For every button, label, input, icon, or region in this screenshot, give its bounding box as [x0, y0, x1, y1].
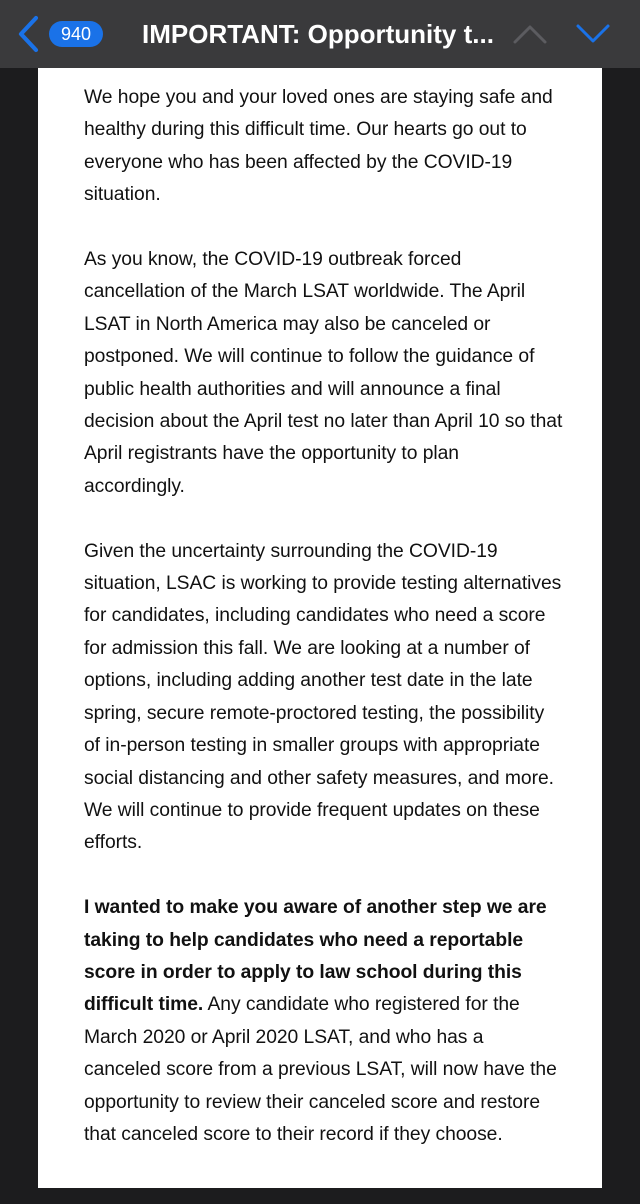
chevron-down-icon [575, 35, 611, 52]
chevron-left-icon [14, 15, 44, 53]
next-message-button[interactable] [575, 20, 611, 48]
previous-message-button [512, 20, 548, 48]
email-paragraph-text: Any candidate who registered for the March 2020 or April 2020 LSAT, and who has a canceled score from a previous LSAT, will now have the opportunity to review their canceled score and restore that canceled score to their record if they choose. [84, 994, 557, 1145]
email-paragraph: As you know, the COVID-19 outbreak forced cancellation of the March LSAT worldwide. The April LSAT in North America may also be canceled or postponed. We will continue to follow the guidance of public health authorities and will announce a final decision about the April test no later than April 10 so that April registrants have the opportunity to plan accordingly. [84, 249, 563, 497]
email-body [84, 82, 564, 1184]
chevron-up-icon [512, 35, 548, 52]
right-margin [602, 68, 640, 1204]
email-paragraph: We hope you and your loved ones are staying safe and healthy during this difficult time. Our hearts go out to everyone who has been affected by the COVID-19 situation. [84, 87, 553, 206]
bottom-edge [0, 1188, 640, 1204]
email-subject-title: IMPORTANT: Opportunity t... [142, 19, 494, 49]
back-button[interactable] [14, 15, 44, 53]
unread-count-badge[interactable]: 940 [49, 21, 103, 47]
left-margin [0, 68, 38, 1204]
email-paragraph [84, 892, 564, 1151]
email-emphasis: I wanted to make you aware of another step we are taking to help candidates who need a reportable score in order to apply to law school during this difficult time. [84, 897, 547, 1016]
email-paragraph: Given the uncertainty surrounding the COVID-19 situation, LSAC is working to provide testing alternatives for candidates, including candidates who need a score for admission this fall. We are looking at a number of options, including adding another test date in the late spring, secure remote-proctored testing, the possibility of in-person testing in smaller groups with appropriate social distancing and other safety measures, and more. We will continue to provide frequent updates on these efforts. [84, 540, 562, 854]
navigation-bar [0, 0, 640, 68]
